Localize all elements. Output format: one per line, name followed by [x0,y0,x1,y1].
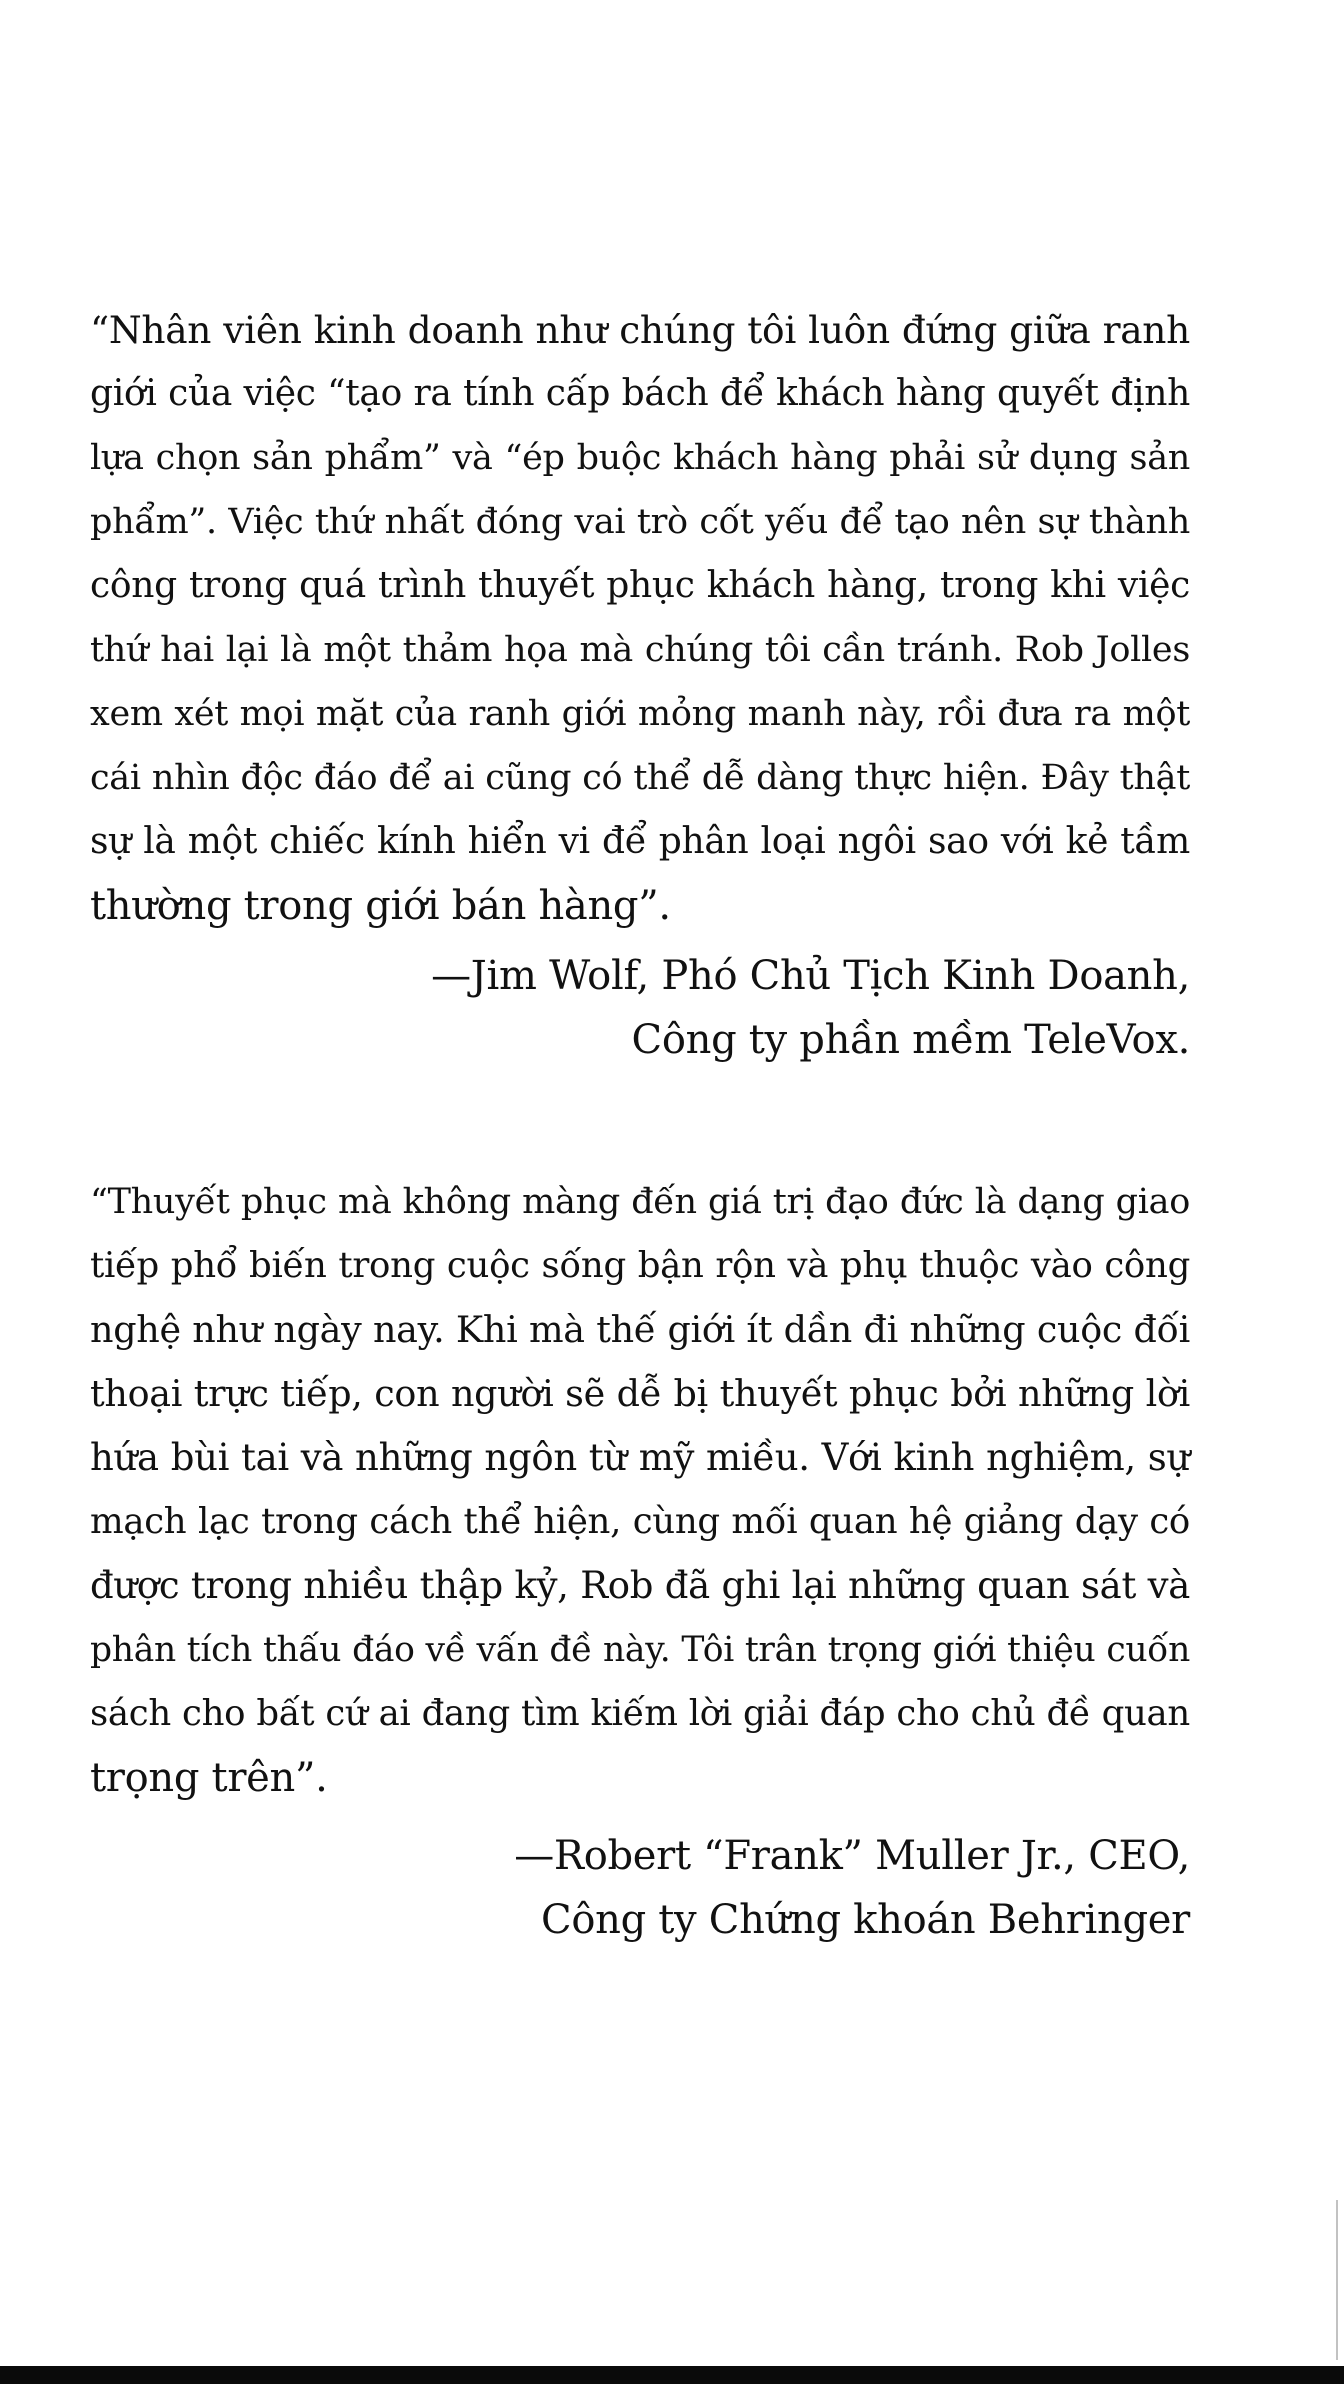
quote-line: thoại trực tiếp, con người sẽ dễ bị thuyết phục bởi những lời [90,1372,1190,1415]
quote-line: thường trong giới bán hàng”. [90,883,671,929]
quote-line: tiếp phổ biến trong cuộc sống bận rộn và phụ thuộc vào công [90,1245,1190,1286]
quote-line: phẩm”. Việc thứ nhất đóng vai trò cốt yếu để tạo nên sự thành [90,502,1190,542]
attribution-line: —Robert “Frank” Muller Jr., CEO, [514,1833,1190,1879]
page-edge-shadow [1336,2200,1338,2360]
quote-line: nghệ như ngày nay. Khi mà thế giới ít dần đi những cuộc đối [90,1308,1190,1351]
quote-line: công trong quá trình thuyết phục khách hàng, trong khi việc [90,565,1190,606]
quote-line: sự là một chiếc kính hiển vi để phân loại ngôi sao với kẻ tầm [90,821,1190,862]
endorsement-quote [90,1170,1190,1952]
quote-line: trọng trên”. [90,1755,328,1801]
attribution-line: Công ty phần mềm TeleVox. [631,1017,1190,1063]
quote-line: phân tích thấu đáo về vấn đề này. Tôi trân trọng giới thiệu cuốn [90,1630,1190,1670]
quote-line: được trong nhiều thập kỷ, Rob đã ghi lại những quan sát và [90,1564,1190,1607]
quote-attribution [90,944,1190,1072]
quote-line: thứ hai lại là một thảm họa mà chúng tôi cần tránh. Rob Jolles [90,630,1190,670]
quote-line: “Nhân viên kinh doanh như chúng tôi luôn đứng giữa ranh [90,308,1190,352]
quote-line: lựa chọn sản phẩm” và “ép buộc khách hàng phải sử dụng sản [90,438,1190,478]
quote-line: cái nhìn độc đáo để ai cũng có thể dễ dàng thực hiện. Đây thật [90,758,1190,798]
endorsement-quote [90,298,1190,1072]
quote-line: hứa bùi tai và những ngôn từ mỹ miều. Với kinh nghiệm, sự [90,1436,1190,1479]
quote-attribution [90,1824,1190,1952]
scan-bottom-edge [0,2366,1344,2384]
quote-line: “Thuyết phục mà không màng đến giá trị đạo đức là dạng giao [90,1182,1190,1222]
quote-line: giới của việc “tạo ra tính cấp bách để khách hàng quyết định [90,373,1190,414]
quote-line: xem xét mọi mặt của ranh giới mỏng manh này, rồi đưa ra một [90,694,1190,734]
attribution-line: Công ty Chứng khoán Behringer [541,1897,1190,1943]
quote-line: mạch lạc trong cách thể hiện, cùng mối quan hệ giảng dạy có [90,1501,1190,1542]
quote-line: sách cho bất cứ ai đang tìm kiếm lời giải đáp cho chủ đề quan [90,1693,1190,1734]
attribution-line: —Jim Wolf, Phó Chủ Tịch Kinh Doanh, [431,953,1190,999]
